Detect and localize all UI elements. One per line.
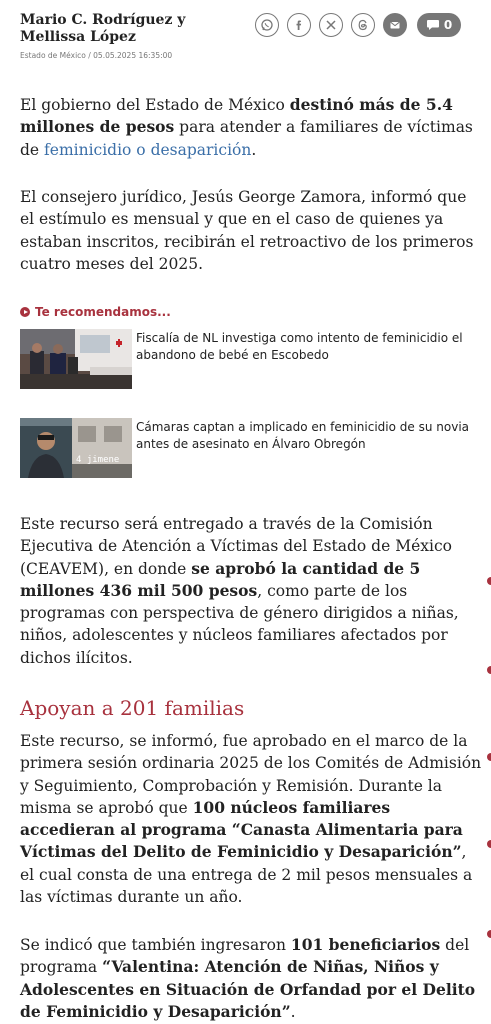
publish-meta: Estado de México / 05.05.2025 16:35:00 <box>20 51 173 60</box>
play-circle-icon <box>20 307 30 317</box>
recommend-header: Te recomendamos... <box>20 305 171 319</box>
threads-icon[interactable] <box>351 13 375 37</box>
edge-marker <box>487 577 491 585</box>
recommended-item-2[interactable] <box>20 418 482 478</box>
section-heading: Apoyan a 201 familias <box>20 696 245 720</box>
email-icon[interactable] <box>383 13 407 37</box>
facebook-icon[interactable] <box>287 13 311 37</box>
edge-marker <box>487 930 491 938</box>
whatsapp-icon[interactable] <box>255 13 279 37</box>
recommended-thumbnail-2[interactable] <box>20 418 132 478</box>
paragraph-2: El consejero jurídico, Jesús George Zamora, informó que el estímulo es mensual y que en el caso de quienes ya estaban inscritos, recibirán el retroactivo de los primeros cuatro meses del 2025. <box>20 188 474 273</box>
recommended-thumbnail-1[interactable] <box>20 329 132 389</box>
paragraph-4: Este recurso, se informó, fue aprobado en el marco de la primera sesión ordinaria 2025 de los Comités de Admisión y Seguimiento, Comprobación y Remisión. Durante la misma se aprobó que 100 núcleos familiares accedieran al programa “Canasta Alimentaria para Víctimas del Delito de Feminicidio y Desaparición”, el cual consta de una entrega de 2 mil pesos mensuales a las víctimas durante un año. <box>20 732 482 907</box>
edge-marker <box>487 840 491 848</box>
comment-count: 0 <box>443 18 453 32</box>
recommended-item-1[interactable] <box>20 329 482 389</box>
paragraph-5: Se indicó que también ingresaron 101 beneficiarios del programa “Valentina: Atención de Niñas, Niños y Adolescentes en Situación de Orfandad por el Delito de Feminicidio y Desaparición”. <box>20 935 476 1021</box>
x-icon[interactable] <box>319 13 343 37</box>
paragraph-1: El gobierno del Estado de México destinó más de 5.4 millones de pesos para atender a familiares de víctimas de feminicidio o desaparición. <box>20 95 473 159</box>
byline <box>20 12 245 60</box>
recommended-title-1[interactable]: Fiscalía de NL investiga como intento de feminicidio el abandono de bebé en Escobedo <box>136 331 463 362</box>
share-bar <box>255 13 461 37</box>
comment-icon <box>426 19 440 31</box>
feminicidio-link[interactable]: feminicidio o desaparición <box>44 140 252 159</box>
edge-marker <box>487 753 491 761</box>
thumbnail-caption: 4 jimene <box>76 455 120 465</box>
recommended-title-2[interactable]: Cámaras captan a implicado en feminicidio de su novia antes de asesinato en Álvaro Obregón <box>136 420 470 451</box>
comments-button[interactable] <box>417 13 461 37</box>
edge-marker <box>487 666 491 674</box>
author-names[interactable]: Mario C. Rodríguez y Mellissa López <box>20 12 186 45</box>
paragraph-3: Este recurso será entregado a través de la Comisión Ejecutiva de Atención a Víctimas del Estado de México (CEAVEM), en donde se aprobó la cantidad de 5 millones 436 mil 500 pesos, como parte de los programas con perspectiva de género dirigidos a niñas, niños, adolescentes y núcleos familiares afectados por dichos ilícitos. <box>20 515 459 667</box>
